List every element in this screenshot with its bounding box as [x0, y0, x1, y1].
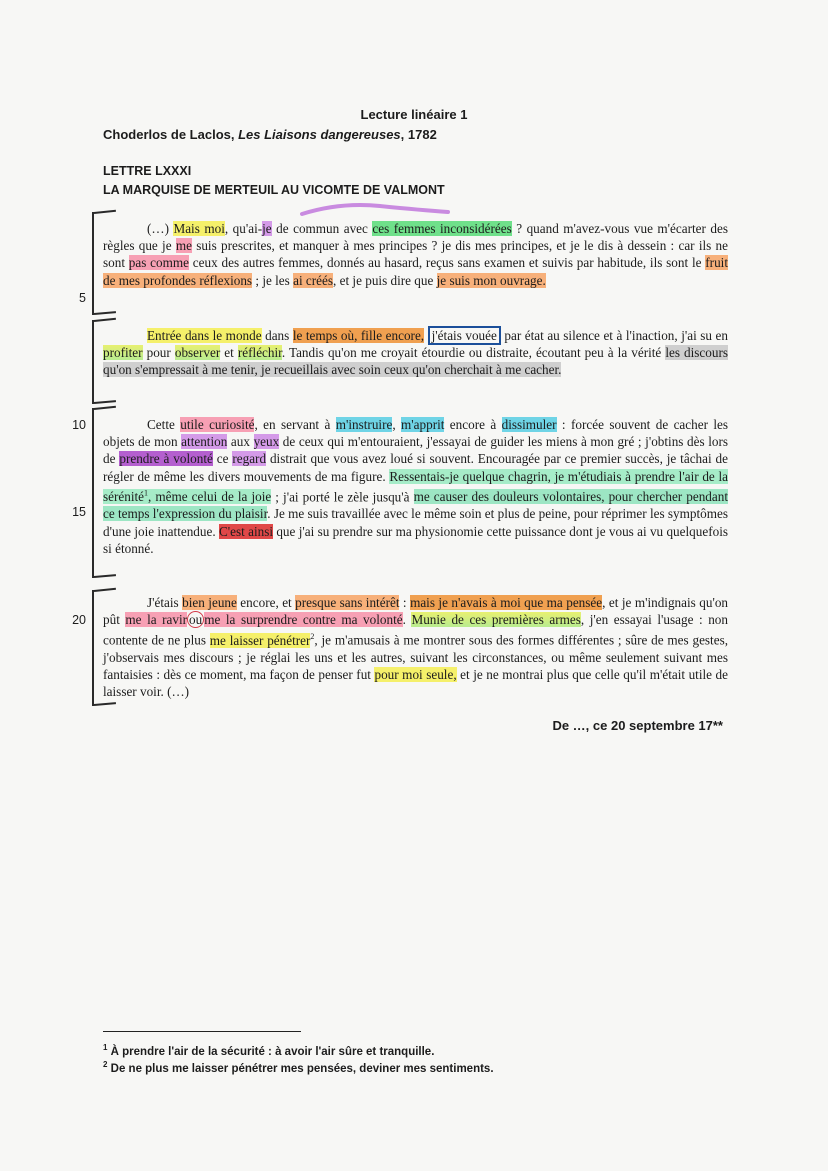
highlight-premieres-armes: Munie de ces premières armes: [411, 612, 581, 628]
footnote-2: [103, 1060, 494, 1075]
text-span: , même celui de la joie: [148, 489, 272, 505]
highlight-observer: observer: [174, 345, 221, 361]
text-span: :: [399, 595, 411, 610]
line-number-15: 15: [72, 505, 86, 519]
highlight-reflechir: réfléchir: [237, 345, 282, 361]
paragraph-2: [103, 327, 728, 379]
text-span: : forcée souvent de cacher les objets de mon: [103, 417, 729, 450]
highlight-pas-comme: pas comme: [128, 255, 189, 271]
paragraph-1: [103, 220, 728, 289]
text-span: .: [402, 612, 412, 628]
text-span: Cette: [147, 417, 181, 432]
text-span: ceux des autres femmes, donnés au hasard, reçus sans examen et suivis par habitude, ils sont le: [189, 255, 706, 271]
highlight-yeux: yeux: [253, 434, 280, 450]
text-span: et je ne montrai plus que celle qu'il m'était utile de laisser voir. (…): [103, 667, 728, 700]
highlight-minstruire: m'instruire: [335, 417, 393, 432]
footnote-1: [103, 1043, 434, 1058]
highlight-discours: les discours qu'on s'empressait à me tenir, je recueillais avec soin ceux qu'on cherchait à me cacher.: [103, 345, 728, 378]
work-title: Les Liaisons dangereuses: [238, 127, 401, 142]
highlight-mais-moi: Mais moi: [173, 221, 225, 236]
text-span: . Tandis qu'on me croyait étourdie ou distraite, écoutant peu à la vérité: [281, 345, 666, 361]
letter-number: LETTRE LXXXI: [103, 164, 192, 178]
publication-year: , 1782: [400, 127, 437, 142]
highlight-regard: regard: [232, 451, 267, 467]
highlight-pour-moi-seule: pour moi seule,: [374, 667, 457, 683]
line-number-20: 20: [72, 613, 86, 627]
highlight-fille-encore: le temps où, fille encore,: [292, 328, 425, 343]
highlight-prendre-volonte: prendre à volonté: [119, 451, 213, 467]
author-line: [103, 127, 437, 142]
footnote-text: De ne plus me laisser pénétrer mes pensées, deviner mes sentiments.: [107, 1062, 494, 1075]
document-title: Lecture linéaire 1: [360, 107, 468, 122]
highlight-fruit-reflexions: fruit de mes profondes réflexions: [103, 255, 728, 288]
text-span: ? quand m'avez-vous vue m'écarter des règles que je: [103, 221, 728, 254]
footnote-ref-2: 2: [310, 632, 315, 642]
text-span: ; j'ai porté le zèle jusqu'à: [271, 489, 414, 505]
highlight-laisser-penetrer: me laisser pénétrer: [209, 632, 311, 648]
circled-ou: ou: [189, 612, 203, 628]
highlight-bien-jeune: bien jeune: [182, 595, 237, 610]
text-span: . Je me suis travaillée avec le même soin et plus de peine, pour réprimer les symptômes d'une joie inattendue.: [103, 506, 728, 539]
highlight-me-la-ravir: me la ravir: [125, 612, 188, 628]
text-span: dans: [261, 328, 293, 343]
text-span: distrait que vous avez loué si souvent. Encouragée par ce premier succès, je tâchai de régler de même les divers mouvements de ma figure.: [103, 451, 729, 484]
text-span: de commun avec: [271, 221, 373, 236]
boxed-etais-vouee: j'étais vouée: [428, 326, 501, 345]
highlight-dissimuler: dissimuler: [501, 417, 557, 432]
highlight-surprendre: me la surprendre contre ma volonté: [204, 612, 403, 628]
text-span: Ressentais-je quelque chagrin, je m'étudiais à prendre l'air de la sérénité: [103, 468, 728, 505]
text-span: J'étais: [147, 595, 183, 610]
text-span: , je m'amusais à me montrer sous des formes différentes ; sûre de mes gestes, j'observais mes discours ; je réglai les uns et les autres, suivant les circonstances, ou même seulement suivant mes fantaisies : dès ce moment, ma façon de penser fut: [103, 632, 729, 683]
highlight-profiter: profiter: [103, 345, 143, 361]
text-span: que j'ai su prendre sur ma physionomie cette puissance dont je vous ai vu quelquefois si étonné.: [103, 523, 728, 556]
footnote-number: 2: [103, 1060, 108, 1069]
text-span: ,: [392, 417, 402, 432]
text-span: ; je les: [252, 272, 294, 288]
author-name: Choderlos de Laclos,: [103, 127, 239, 142]
letter-date: De …, ce 20 septembre 17**: [552, 718, 723, 733]
highlight-ma-pensee: mais je n'avais à moi que ma pensée: [410, 595, 603, 610]
highlight-douleurs-volontaires: me causer des douleurs volontaires, pour chercher pendant ce temps l'expression du plaisir: [103, 489, 728, 522]
highlight-mapprit: m'apprit: [401, 417, 445, 432]
highlight-attention: attention: [181, 434, 228, 450]
highlight-entree-monde: Entrée dans le monde: [147, 328, 262, 343]
text-span: par état au silence et à l'inaction, j'ai su en: [500, 328, 728, 343]
text-span: , et je puis dire que: [333, 272, 437, 288]
letter-subtitle: LA MARQUISE DE MERTEUIL AU VICOMTE DE VALMONT: [103, 183, 445, 197]
text-span: suis prescrites, et manquer à mes principes ? je dis mes principes, et je le dis à dessein : car ils ne sont: [103, 238, 728, 271]
text-span: , en servant à: [254, 417, 336, 432]
footnote-ref-1: 1: [144, 488, 149, 498]
highlight-ai-crees: ai créés: [293, 272, 333, 288]
highlight-mon-ouvrage: je suis mon ouvrage.: [436, 272, 546, 288]
highlight-cest-ainsi: C'est ainsi: [218, 523, 274, 539]
text-span: encore, et: [236, 595, 296, 610]
highlight-me: me: [175, 238, 192, 254]
text-span: et: [220, 345, 238, 361]
line-number-10: 10: [72, 418, 86, 432]
text-span: aux: [227, 434, 254, 450]
highlight-sans-interet: presque sans intérêt: [295, 595, 400, 610]
highlight-femmes-inconsiderees: ces femmes inconsidérées: [372, 221, 512, 236]
pen-stroke-annotation: [300, 200, 450, 220]
footnote-number: 1: [103, 1043, 108, 1052]
line-number-5: 5: [79, 291, 86, 305]
footnote-text: À prendre l'air de la sécurité : à avoir l'air sûre et tranquille.: [107, 1045, 435, 1058]
text-span: encore à: [444, 417, 502, 432]
text-span: , qu'ai-: [224, 221, 263, 236]
paragraph-4: [103, 594, 728, 701]
highlight-utile-curiosite: utile curiosité: [180, 417, 255, 432]
text-span: , et je m'indignais qu'on pût: [103, 595, 729, 628]
text-span: de ceux qui m'entouraient, j'essayai de guider les miens à mon gré ; j'obtins dès lors de: [103, 434, 728, 467]
highlight-je: je: [262, 221, 272, 236]
text-span: pour: [142, 345, 175, 361]
footnote-divider: [103, 1031, 301, 1032]
text-span: ce: [212, 451, 233, 467]
paragraph-3: [103, 416, 728, 557]
text-span: , j'en essayai l'usage : non contente de ne plus: [103, 612, 728, 648]
text-span: (…): [147, 221, 174, 236]
